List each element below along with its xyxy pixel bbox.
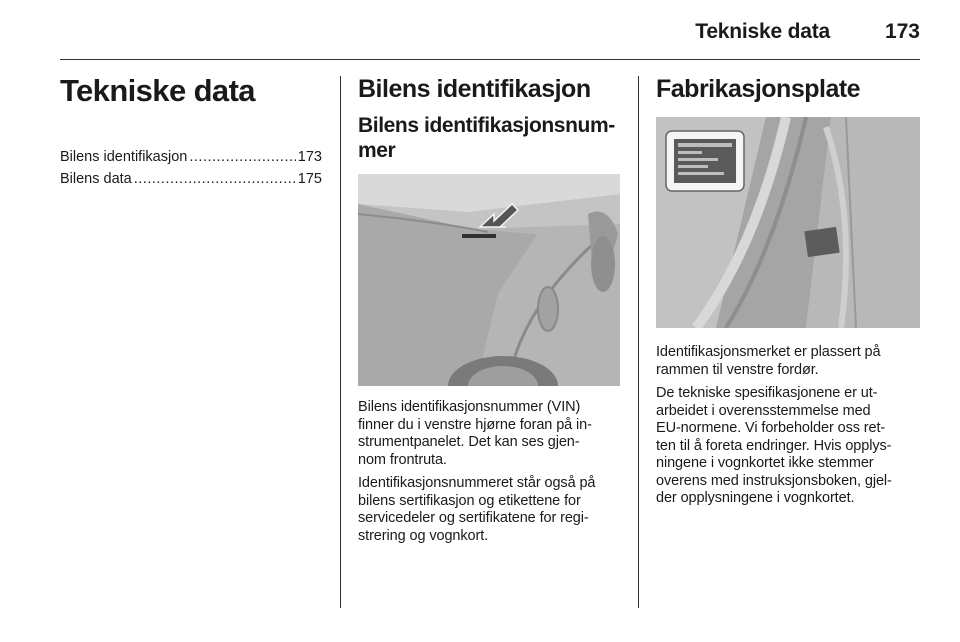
header-rule xyxy=(60,59,920,60)
vin-paragraph-2 xyxy=(358,475,622,545)
vin-paragraph-1 xyxy=(358,399,622,469)
text-line: De tekniske spesifikasjonene er ut- xyxy=(656,385,878,401)
text-line: strering og vognkort. xyxy=(358,527,489,544)
text-line: der opplysningene i vognkortet. xyxy=(656,490,855,506)
toc-entry-page: 173 xyxy=(297,149,322,165)
text-line: overens med instruksjonsboken, gjel- xyxy=(656,472,892,489)
section-heading-plate: Fabrikasjonsplate xyxy=(656,75,861,103)
fabrication-plate xyxy=(804,227,839,257)
column-divider-2 xyxy=(638,76,639,608)
column-divider-1 xyxy=(340,76,341,608)
subsection-heading-vin xyxy=(358,113,622,163)
vin-plate-mark xyxy=(462,234,496,238)
toc-entry-vehicle-data[interactable] xyxy=(60,168,322,190)
heading-line: Bilens identifikasjonsnum- xyxy=(358,114,615,137)
text-line: ningene i vognkortet ikke stemmer xyxy=(656,455,874,471)
page-number: 173 xyxy=(884,20,920,43)
chapter-title: Tekniske data xyxy=(60,73,255,108)
chapter-column xyxy=(60,74,322,190)
running-header-title: Tekniske data xyxy=(695,20,830,43)
text-line: servicedeler og sertifikatene for regi- xyxy=(358,510,589,526)
text-line: Identifikasjonsmerket er plassert på xyxy=(656,344,881,360)
text-line: EU-normene. Vi forbeholder oss ret- xyxy=(656,420,886,436)
table-of-contents xyxy=(60,146,322,190)
text-line: strumentpanelet. Det kan ses gjen- xyxy=(358,434,580,450)
plate-location-illustration xyxy=(656,117,920,328)
toc-entry-title: Bilens data xyxy=(60,171,132,187)
text-line: Bilens identifikasjonsnummer (VIN) xyxy=(358,399,581,415)
vin-location-illustration xyxy=(358,174,620,386)
text-line: ten til å foreta endringer. Hvis opplys- xyxy=(656,437,892,454)
plate-paragraph-2 xyxy=(656,385,920,508)
plate-column xyxy=(656,74,920,508)
text-line: arbeidet i overensstemmelse med xyxy=(656,402,871,419)
heading-line: mer xyxy=(358,139,396,162)
text-line: rammen til venstre fordør. xyxy=(656,361,819,378)
plate-location-photo xyxy=(656,117,920,328)
toc-entry-title: Bilens identifikasjon xyxy=(60,149,188,165)
toc-entry-identification[interactable] xyxy=(60,146,322,168)
identification-column xyxy=(358,74,622,545)
toc-leader-dots xyxy=(189,146,295,168)
vin-location-photo xyxy=(358,174,620,386)
text-line: nom frontruta. xyxy=(358,451,447,468)
text-line: finner du i venstre hjørne foran på in- xyxy=(358,416,592,433)
text-line: Identifikasjonsnummeret står også på xyxy=(358,475,596,491)
toc-leader-dots xyxy=(134,168,296,190)
plate-paragraph-1 xyxy=(656,344,920,379)
section-heading-identification: Bilens identifikasjon xyxy=(358,75,591,103)
text-line: bilens sertifikasjon og etikettene for xyxy=(358,492,581,509)
toc-entry-page: 175 xyxy=(297,171,322,187)
